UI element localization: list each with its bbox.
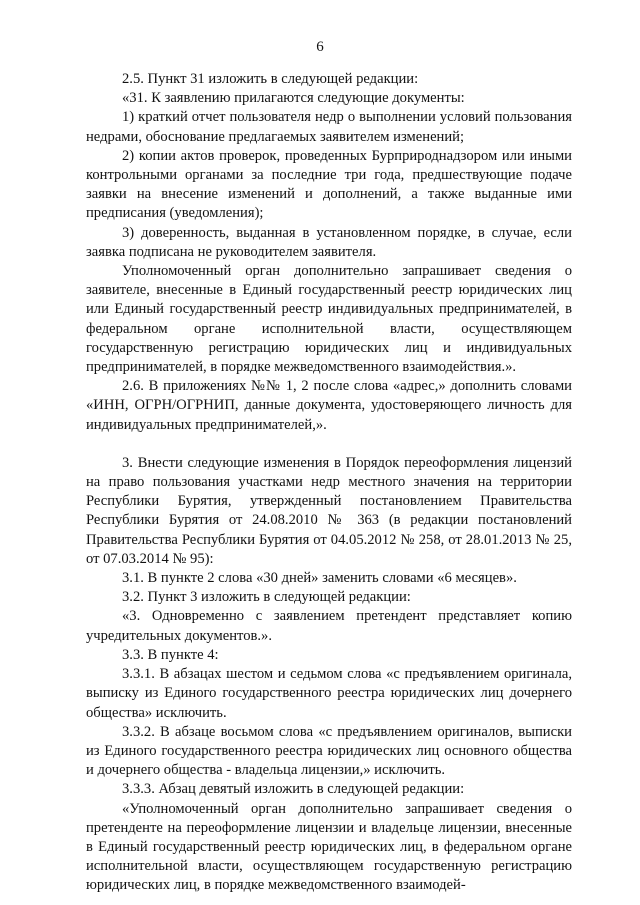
paragraph-31-intro: «31. К заявлению прилагаются следующие документы:	[122, 90, 465, 107]
paragraph-item-1: 1) краткий отчет пользователя недр о выполнении условий пользования недрами, обоснование предлагаемых заявителем изменений;	[86, 109, 572, 145]
paragraph-3-2-quote: «3. Одновременно с заявлением претендент представляет копию учредительных документов.».	[86, 608, 572, 644]
paragraph-item-2: 2) копии актов проверок, проведенных Бурприроднадзором или иными контрольными органами за последние три года, предшествующие подаче заявки на внесение изменений и дополнений, а также выданные ими предписания (уведомления);	[86, 147, 572, 222]
paragraph-2-6: 2.6. В приложениях №№ 1, 2 после слова «адрес,» дополнить словами «ИНН, ОГРН/ОГРНИП, данные документа, удостоверяющего личность для индивидуальных предпринимателей,».	[86, 378, 572, 433]
paragraph-spacer	[86, 435, 572, 454]
paragraph-3-3: 3.3. В пункте 4:	[122, 646, 219, 663]
paragraph-3-3-1: 3.3.1. В абзацах шестом и седьмом слова «с предъявлением оригинала, выписку из Единого государственного реестра юридических лиц дочернего общества» исключить.	[86, 666, 572, 721]
document-body	[86, 70, 572, 896]
paragraph-3-3-2: 3.3.2. В абзаце восьмом слова «с предъявлением оригиналов, выписки из Единого государственного реестра юридических лиц основного общества и дочернего общества - владельца лицензии,» исключить.	[86, 723, 572, 779]
paragraph-3-3-3-quote: «Уполномоченный орган дополнительно запрашивает сведения о претенденте на переоформление лицензии и владельце лицензии, внесенные в Единый государственный реестр юридических лиц, в федеральном органе исполнительной власти, осуществляющем государственную регистрацию юридических лиц, в порядке межведомственного взаимодей-	[86, 800, 572, 894]
paragraph-3-2: 3.2. Пункт 3 изложить в следующей редакции:	[122, 589, 411, 606]
paragraph-3: 3. Внести следующие изменения в Порядок переоформления лицензий на право пользования участками недр местного значения на территории Республики Бурятия, утвержденный постановлением Правительства Республики Бурятия от 24.08.2010 № 363 (в редакции постановлений Правительства Республики Бурятия от 04.05.2012 № 258, от 28.01.2013 № 25, от 07.03.2014 № 95):	[86, 454, 572, 567]
page-number: 6	[316, 39, 324, 55]
paragraph-authority-request: Уполномоченный орган дополнительно запрашивает сведения о заявителе, внесенные в Единый государственный реестр юридических лиц или Единый государственный реестр индивидуальных предпринимателей, в федеральном органе исполнительной власти, осуществляющем государственную регистрацию юридических лиц и индивидуальных предпринимателей, в порядке межведомственного взаимодействия.».	[86, 263, 572, 376]
paragraph-2-5: 2.5. Пункт 31 изложить в следующей редакции:	[122, 71, 419, 87]
paragraph-3-3-3: 3.3.3. Абзац девятый изложить в следующей редакции:	[122, 781, 465, 798]
paragraph-3-1: 3.1. В пункте 2 слова «30 дней» заменить словами «6 месяцев».	[122, 570, 517, 587]
paragraph-item-3: 3) доверенность, выданная в установленном порядке, в случае, если заявка подписана не руководителем заявителя.	[86, 224, 572, 260]
